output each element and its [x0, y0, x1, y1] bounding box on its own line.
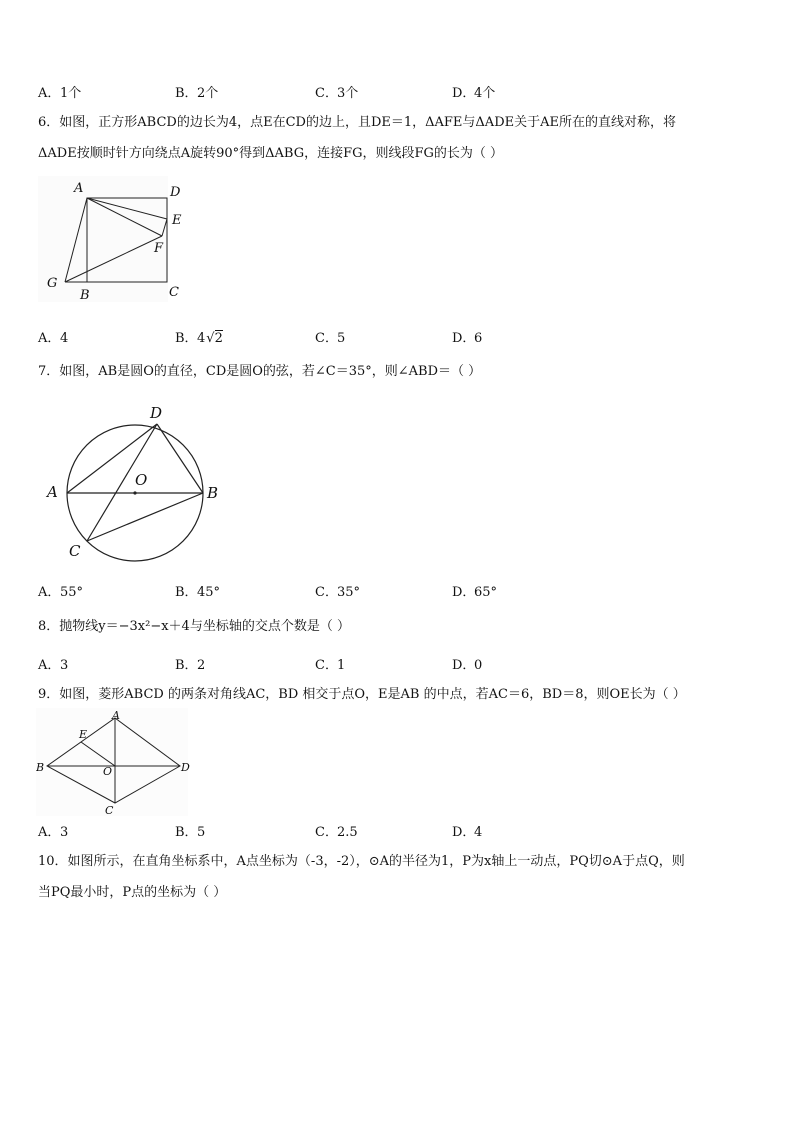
q9-label-e: E: [79, 728, 88, 741]
q9-option-b: B．5: [175, 825, 206, 840]
q8-option-c: C．1: [315, 658, 346, 673]
q7-chord-db: [157, 424, 203, 493]
q7-option-d: D．65°: [452, 585, 498, 600]
q5-options: [38, 82, 638, 100]
q7-label-d: D: [150, 404, 163, 422]
q5-option-c: C．3个: [315, 86, 359, 101]
q7-text-line1: 7．如图，AB是圆O的直径，CD是圆O的弦，若∠C＝35°，则∠ABD＝（ ）: [38, 364, 482, 379]
q10-text-line2: 当PQ最小时，P点的坐标为（ ）: [38, 885, 227, 900]
sqrt-icon: √: [206, 331, 215, 346]
q9-label-c: C: [105, 804, 114, 817]
q10-text-line1: 10．如图所示，在直角坐标系中，A点坐标为（-3，-2），⊙A的半径为1，P为x轴上一动点，PQ切⊙A于点Q，则: [38, 854, 685, 869]
q9-label-a: A: [112, 709, 120, 722]
q9-option-c: C．2.5: [315, 825, 358, 840]
q9-label-o: O: [103, 765, 113, 778]
q7-option-a: A．55°: [38, 585, 84, 600]
q5-option-a: A．1个: [38, 86, 82, 101]
q7-options: [38, 581, 638, 599]
q5-option-b: B．2个: [175, 86, 219, 101]
q8-option-a: A．3: [38, 658, 69, 673]
q6-option-b: B．4√ 2: [175, 331, 223, 346]
q6-label-g: G: [47, 276, 58, 291]
q7-option-c: C．35°: [315, 585, 361, 600]
q9-figure: [36, 708, 192, 818]
q7-label-a: A: [47, 483, 58, 501]
q6-option-c: C．5: [315, 331, 346, 346]
q6-label-f: F: [154, 241, 164, 256]
q6-label-c: C: [169, 285, 179, 300]
q9-label-b: B: [36, 761, 45, 774]
q6-label-e: E: [172, 213, 182, 228]
q6-text-line2: ΔADE按顺时针方向绕点A旋转90°得到ΔABG，连接FG，则线段FG的长为（ ）: [38, 146, 504, 161]
q7-chord-cb: [87, 493, 203, 541]
q9-options: [38, 821, 638, 839]
q6-label-b: B: [80, 288, 90, 303]
q7-option-b: B．45°: [175, 585, 221, 600]
q9-option-a: A．3: [38, 825, 69, 840]
q6-option-b-radicand: 2: [214, 331, 223, 346]
q6-label-a: A: [74, 181, 84, 196]
q6-figure: [38, 176, 198, 306]
q7-center-dot: [133, 491, 136, 494]
q6-option-d: D．6: [452, 331, 483, 346]
q5-option-d: D．4个: [452, 86, 496, 101]
q8-option-d: D．0: [452, 658, 483, 673]
q7-label-c: C: [69, 542, 81, 560]
q9-option-d: D．4: [452, 825, 483, 840]
q6-options: [38, 327, 638, 345]
q8-text-line1: 8．抛物线y＝−3x²−x＋4与坐标轴的交点个数是（ ）: [38, 619, 350, 634]
q7-figure: [38, 398, 238, 568]
q6-text-line1: 6．如图，正方形ABCD的边长为4，点E在CD的边上，且DE＝1，ΔAFE与ΔADE关于AE所在的直线对称，将: [38, 115, 676, 130]
q7-label-o: O: [135, 471, 148, 489]
q6-label-d: D: [170, 185, 181, 200]
q6-option-a: A．4: [38, 331, 69, 346]
q8-option-b: B．2: [175, 658, 206, 673]
q9-text-line1: 9．如图，菱形ABCD 的两条对角线AC，BD 相交于点O，E是AB 的中点，若AC＝6，BD＝8，则OE长为（ ）: [38, 687, 686, 702]
q8-options: [38, 654, 638, 672]
q9-label-d: D: [181, 761, 190, 774]
q7-label-b: B: [207, 484, 219, 502]
